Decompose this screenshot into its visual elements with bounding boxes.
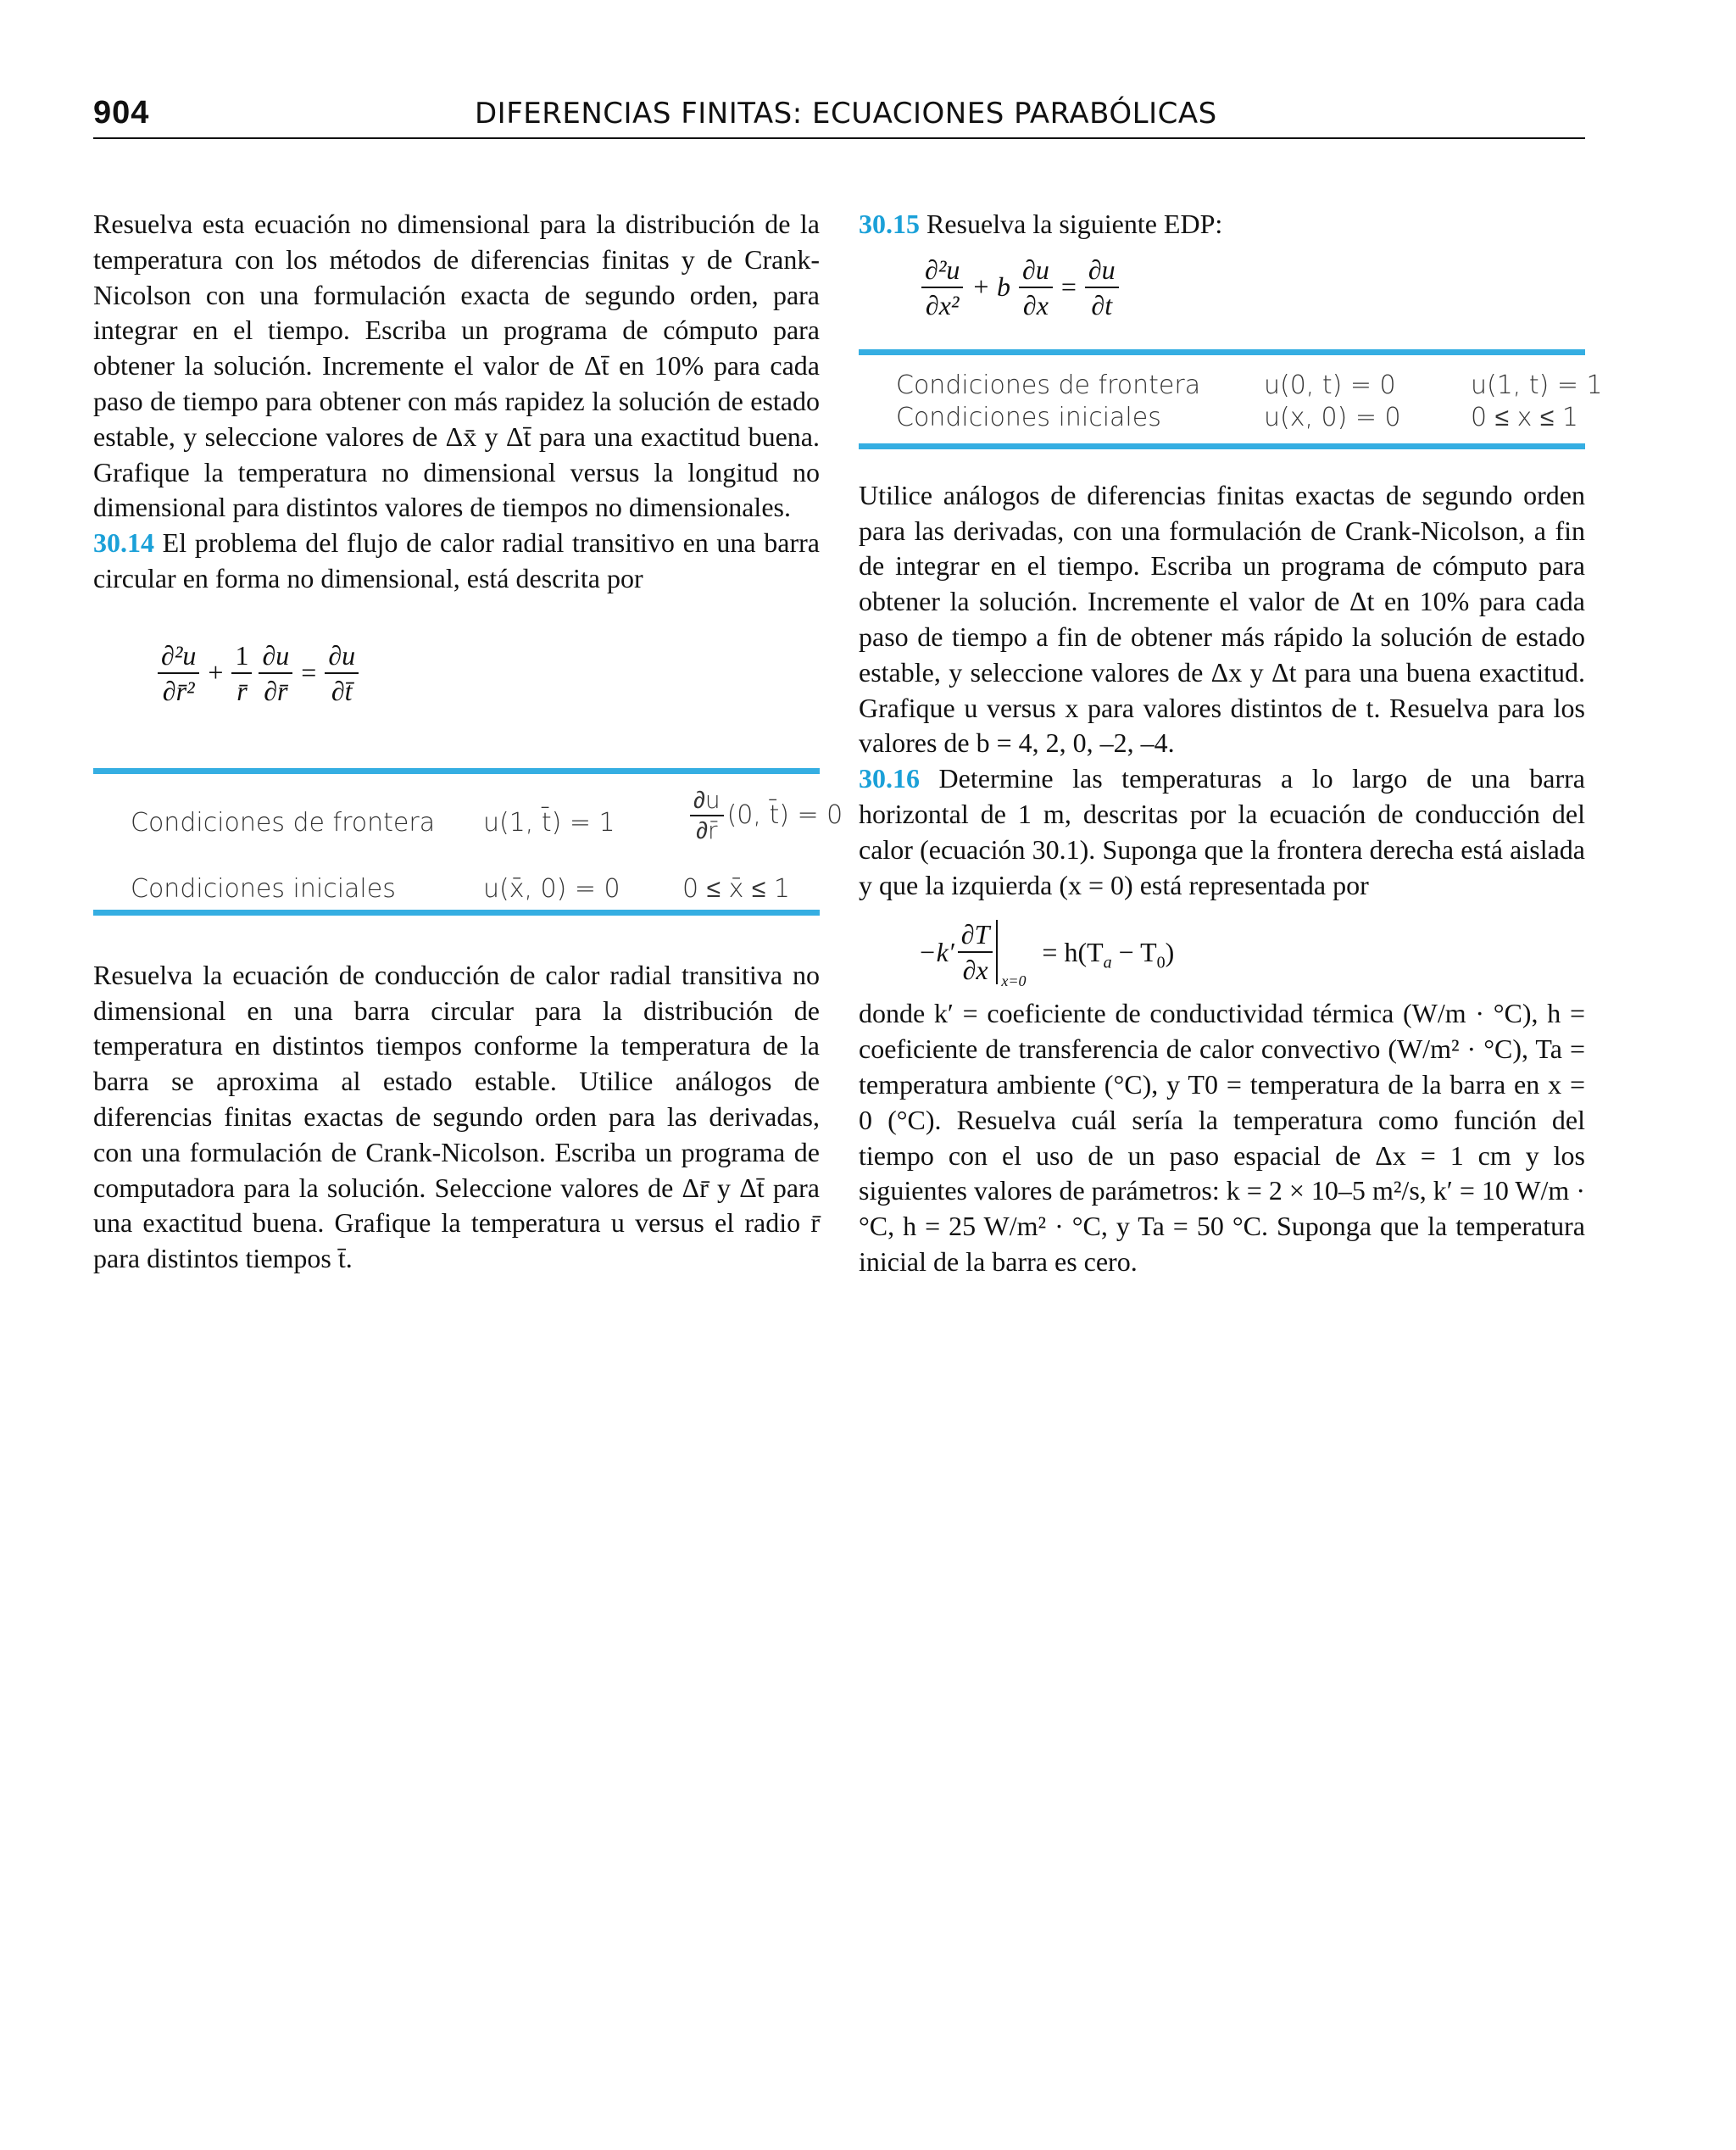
numerator: ∂T [958, 919, 993, 953]
boundary-label: Condiciones de frontera [896, 370, 1201, 400]
initial-label: Condiciones iniciales [131, 873, 396, 904]
numerator: ∂u [1019, 254, 1053, 288]
denominator: ∂x² [925, 289, 960, 320]
fraction [958, 919, 993, 985]
boundary-condition-1: u(1, t̄) = 1 [483, 807, 615, 838]
denominator: ∂r̄ [696, 816, 718, 844]
right-column [859, 207, 1603, 1280]
evaluation-point: x=0 [1001, 972, 1027, 990]
numerator: 1 [231, 640, 252, 674]
fraction [690, 785, 724, 844]
fraction [231, 640, 252, 706]
initial-label: Condiciones iniciales [896, 402, 1161, 432]
problem-text: Determine las temperaturas a lo largo de una barra horizontal de 1 m, descritas por la ecuación de conducción del calor (ecuación 30.1). Suponga que la frontera derecha está aislada y que la izquierda (x = 0) está representada por [859, 763, 1586, 900]
denominator: ∂x [1022, 289, 1049, 320]
equation-radial [154, 631, 820, 716]
equation-rhs [1042, 936, 1175, 972]
fraction [259, 640, 292, 706]
rhs-minus: − T [1111, 936, 1157, 967]
fraction [325, 640, 359, 706]
initial-condition-2: 0 ≤ x̄ ≤ 1 [682, 873, 791, 904]
right-paragraph-2: donde k′ = coeficiente de conductividad térmica (W/m · °C), h = coeficiente de transferencia de calor convectivo (W/m² · °C), Ta = temperatura ambiente (°C), y T0 = temperatura de la barra en x = 0 (°C). Resuelva cuál sería la temperatura como función del tiempo con el uso de un paso espacial de Δx = 1 cm y los siguientes valores de parámetros: k = 2 × 10–5 m²/s, k′ = 10 W/m · °C, h = 25 W/m² · °C, y Ta = 50 °C. Suponga que la temperatura inicial de la barra es cero. [859, 998, 1585, 1277]
conditions-table [859, 349, 1603, 449]
initial-condition-2: 0 ≤ x ≤ 1 [1471, 402, 1579, 432]
left-column [93, 207, 843, 1277]
boundary-condition-1: u(0, t) = 0 [1264, 370, 1396, 400]
denominator: ∂x [962, 955, 988, 986]
conditions-table [93, 768, 843, 916]
denominator: ∂t̄ [331, 675, 353, 706]
operator: = [1060, 271, 1077, 303]
problem-number: 30.16 [859, 763, 920, 794]
denominator: ∂r̄² [162, 675, 195, 706]
left-paragraph-1: Resuelva esta ecuación no dimensional para la distribución de la temperatura con los métodos de diferencias finitas y de Crank-Nicolson con una formulación exacta de segundo orden, para integrar en el tiempo. Escriba un programa de cómputo para obtener la solución. Incremente el valor de Δt̄ en 10% para cada paso de tiempo para obtener con más rapidez la solución de estado estable, y seleccione valores de Δx̄ y Δt̄ para una exactitud buena. Grafique la temperatura no dimensional versus la longitud no dimensional para distintos valores de tiempos no dimensionales. [93, 209, 820, 523]
initial-condition-1: u(x̄, 0) = 0 [483, 873, 620, 904]
fraction [921, 254, 963, 320]
numerator: ∂u [1085, 254, 1119, 288]
fraction [1085, 254, 1119, 320]
boundary-condition-2: u(1, t) = 1 [1471, 370, 1603, 400]
operator: + b [971, 271, 1010, 303]
boundary-condition-2 [687, 785, 843, 844]
header-rule [93, 137, 1585, 139]
numerator: ∂u [259, 640, 292, 674]
rhs-close: ) [1165, 936, 1175, 967]
fraction [1019, 254, 1053, 320]
left-paragraph-2: Resuelva la ecuación de conducción de calor radial transitiva no dimensional en una barra circular para la distribución de temperatura en distintos tiempos conforme la temperatura de la barra se aproxima al estado estable. Utilice análogos de diferencias finitas exactas de segundo orden para las derivadas, con una formulación de Crank-Nicolson. Escriba un programa de computadora para la solución. Seleccione valores de Δr̄ y Δt̄ para una exactitud buena. Grafique la temperatura u versus el radio r̄ para distintos tiempos t̄. [93, 959, 820, 1274]
problem-number: 30.14 [93, 527, 154, 559]
numerator: ∂²u [158, 640, 199, 674]
problem-30-16 [859, 761, 1585, 903]
problem-text: Resuelva la siguiente EDP: [926, 209, 1223, 239]
right-paragraph-1: Utilice análogos de diferencias finitas exactas de segundo orden para las derivadas, con una formulación de Crank-Nicolson, a fin de integrar en el tiempo. Escriba un programa de cómputo para obtener la solución. Incremente el valor de Δt en 10% para cada paso de tiempo a fin de obtener más rápido la solución de estado estable, y seleccione valores de Δx y Δt para una buena exactitud. Grafique u versus x para valores distintos de t. Resuelva para los valores de b = 4, 2, 0, –2, –4. [859, 479, 1585, 759]
denominator: ∂t [1091, 289, 1113, 320]
denominator: r̄ [236, 675, 248, 706]
problem-text: El problema del flujo de calor radial transitivo en una barra circular en forma no dimensional, está descrita por [93, 527, 821, 593]
operator: + [208, 657, 224, 688]
denominator: ∂r̄ [264, 675, 288, 706]
operator: = [301, 657, 317, 688]
problem-number: 30.15 [859, 209, 920, 239]
rhs-open: = h(T [1042, 936, 1104, 967]
numerator: ∂²u [921, 254, 963, 288]
running-title: DIFERENCIAS FINITAS: ECUACIONES PARABÓLICAS [475, 97, 1217, 131]
condition-rest: (0, t̄) = 0 [726, 800, 843, 831]
numerator: ∂u [325, 640, 359, 674]
equation-pde [918, 249, 1585, 326]
evaluation-bar [996, 920, 1027, 990]
numerator: ∂u [690, 788, 724, 816]
boundary-label: Condiciones de frontera [131, 807, 436, 838]
page-number: 904 [93, 95, 150, 131]
fraction [158, 640, 199, 706]
subscript-a: a [1103, 953, 1112, 972]
problem-30-15 [859, 207, 1585, 242]
initial-condition-1: u(x, 0) = 0 [1264, 402, 1401, 432]
problem-30-14 [93, 526, 820, 597]
equation-lhs: −k′ [918, 936, 954, 967]
equation-boundary [918, 911, 1585, 993]
subscript-0: 0 [1156, 953, 1166, 972]
